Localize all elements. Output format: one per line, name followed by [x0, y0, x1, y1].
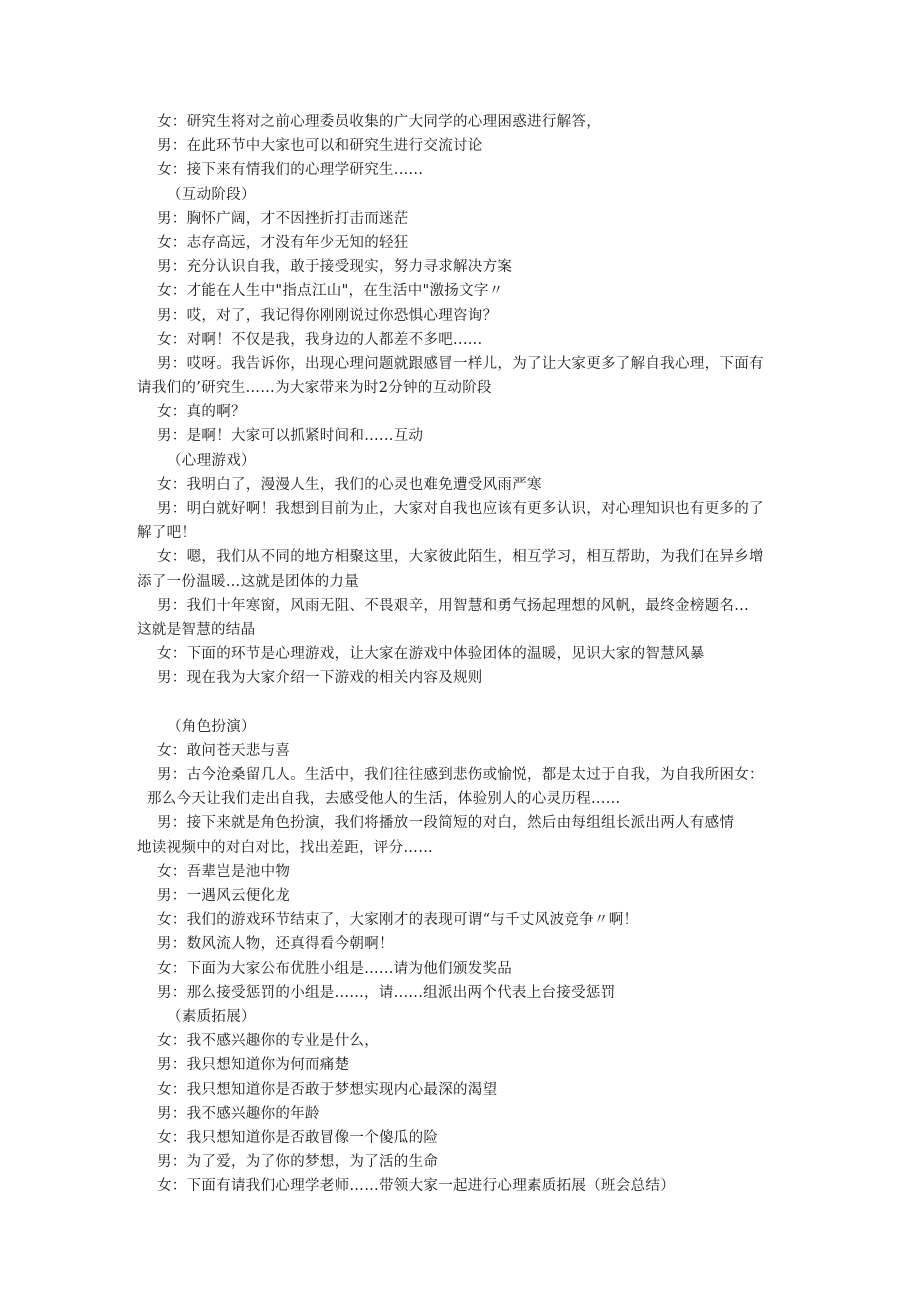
dialogue-line: 女：接下来有情我们的心理学研究生...... [157, 162, 424, 179]
blank-line [137, 691, 797, 715]
dialogue-line-continued: 地读视频中的对白对比，找出差距，评分…… [137, 839, 433, 856]
dialogue-line: 男：古今沧桑留几人。生活中，我们往往感到悲伤或愉悦，都是太过于自我，为自我所困女： [157, 767, 764, 784]
dialogue-line: 男：数风流人物，还真得看今朝啊！ [157, 936, 394, 953]
dialogue-line: 女：吾辈岂是池中物 [157, 863, 291, 880]
dialogue-line: 男：在此环节中大家也可以和研究生进行交流讨论 [157, 138, 483, 155]
dialogue-line: 女：我只想知道你是否敢于梦想实现内心最深的渴望 [157, 1081, 498, 1098]
section-heading: （角色扮演） [167, 718, 256, 735]
dialogue-line: 女：研究生将对之前心理委员收集的广大同学的心理困惑进行解答， [157, 114, 601, 130]
dialogue-line: 男：胸怀广阔，才不因挫折打击而迷茫 [157, 210, 409, 227]
dialogue-line: 男：明白就好啊！我想到目前为止，大家对自我也应该有更多认识，对心理知识也有更多的了 [157, 501, 764, 517]
dialogue-line: 女：我们的游戏环节结束了，大家刚才的表现可谓“与千丈风波竞争〃啊！ [157, 912, 639, 929]
section-heading: （心理游戏） [167, 452, 256, 469]
dialogue-line: 女：下面有请我们心理学老师……带领大家一起进行心理素质拓展（班会总结） [157, 1178, 675, 1195]
dialogue-line-continued: 这就是智慧的结晶 [137, 621, 256, 638]
dialogue-line: 男：接下来就是角色扮演，我们将播放一段简短的对白，然后由每组组长派出两人有感情 [157, 815, 735, 832]
dialogue-line: 女：嗯，我们从不同的地方相聚这里，大家彼此陌生，相互学习，相互帮助，为我们在异乡增 [157, 549, 764, 566]
dialogue-line-continued: 那么今天让我们走出自我，去感受他人的生活，体验别人的心灵历程...... [147, 791, 621, 808]
dialogue-line: 男：哎呀。我告诉你，出现心理问题就跟感冒一样儿，为了让大家更多了解自我心理，下面有 [157, 355, 764, 372]
section-heading: （素质拓展） [167, 1008, 256, 1025]
dialogue-line-continued: 添了一份温暖…这就是团体的力量 [137, 573, 359, 590]
section-heading: （互动阶段） [167, 186, 256, 203]
dialogue-line: 女：真的啊？ [157, 404, 246, 421]
dialogue-line: 男：是啊！大家可以抓紧时间和......互动 [157, 428, 424, 445]
dialogue-line: 男：充分认识自我，敢于接受现实，努力寻求解决方案 [157, 259, 513, 276]
dialogue-line: 男：哎，对了，我记得你刚刚说过你恐惧心理咨询？ [157, 307, 498, 324]
dialogue-line: 男：现在我为大家介绍一下游戏的相关内容及规则 [157, 670, 483, 687]
dialogue-line: 女：才能在人生中"指点江山"，在生活中"激扬文字〃 [157, 283, 504, 300]
dialogue-line: 男：那么接受惩罚的小组是......，请......组派出两个代表上台接受惩罚 [157, 984, 616, 1001]
dialogue-line: 女：我不感兴趣你的专业是什么， [157, 1033, 379, 1050]
dialogue-line: 女：下面的环节是心理游戏，让大家在游戏中体验团体的温暖，见识大家的智慧风暴 [157, 646, 705, 663]
dialogue-line: 女：对啊！不仅是我，我身边的人都差不多吧...... [157, 331, 483, 348]
dialogue-line: 男：我只想知道你为何而痛楚 [157, 1057, 350, 1074]
dialogue-line: 男：一遇风云便化龙 [157, 888, 291, 904]
dialogue-line: 女：志存高远，才没有年少无知的轻狂 [157, 234, 409, 251]
dialogue-script [137, 110, 797, 1198]
dialogue-line: 女：我只想知道你是否敢冒像一个傻瓜的险 [157, 1129, 439, 1146]
dialogue-line: 男：为了爱，为了你的梦想，为了活的生命 [157, 1154, 439, 1171]
dialogue-line: 女：敢问苍天悲与喜 [157, 742, 291, 759]
dialogue-line: 男：我不感兴趣你的年龄 [157, 1105, 320, 1122]
dialogue-line-continued: 请我们的’研究生……为大家带来为时2分钟的互动阶段 [137, 380, 492, 397]
dialogue-line: 女：我明白了，漫漫人生，我们的心灵也难免遭受风雨严寒 [157, 476, 542, 493]
dialogue-line-continued: 解了吧！ [137, 525, 197, 542]
dialogue-line: 女：下面为大家公布优胜小组是......请为他们颁发奖品 [157, 960, 513, 977]
dialogue-line: 男：我们十年寒窗，风雨无阻、不畏艰辛，用智慧和勇气扬起理想的风帆，最终金榜题名... [157, 597, 749, 614]
